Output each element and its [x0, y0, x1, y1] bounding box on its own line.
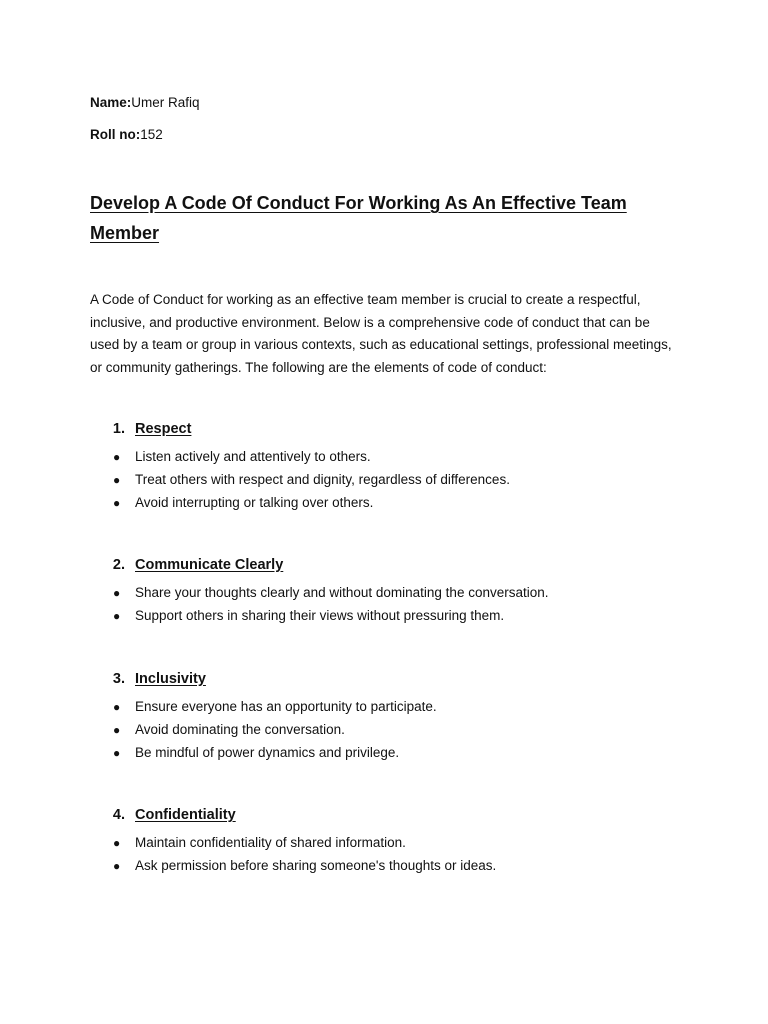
- bullet-list: [90, 445, 690, 514]
- bullet-icon: ●: [113, 723, 121, 737]
- section-heading: [90, 671, 690, 695]
- name-label: Name:: [90, 95, 132, 110]
- section-respect: [90, 421, 690, 514]
- list-item: ● Ensure everyone has an opportunity to participate.: [90, 695, 690, 718]
- section-number: 4.: [112, 807, 125, 823]
- section-heading: [90, 557, 690, 581]
- section-heading: [90, 421, 690, 445]
- intro-paragraph: A Code of Conduct for working as an effective team member is crucial to create a respectful, inclusive, and productive environment. Below is a comprehensive code of conduct that can be used by a team or group in various contexts, such as educational settings, professional meetings, or community gatherings. The following are the elements of code of conduct:: [90, 292, 672, 375]
- list-item: ● Be mindful of power dynamics and privilege.: [90, 741, 690, 764]
- list-item: ● Avoid dominating the conversation.: [90, 718, 690, 741]
- bullet-icon: ●: [113, 496, 121, 510]
- section-number: 3.: [112, 671, 125, 687]
- roll-number-line: [90, 126, 163, 144]
- section-number: 1.: [112, 421, 125, 437]
- section-heading: [90, 807, 690, 831]
- list-item: ● Support others in sharing their views without pressuring them.: [90, 604, 690, 627]
- student-name-line: [90, 94, 200, 112]
- roll-value: 152: [140, 127, 163, 142]
- section-title: Inclusivity: [135, 671, 206, 687]
- list-item: ● Listen actively and attentively to others.: [90, 445, 690, 468]
- section-title: Confidentiality: [135, 807, 236, 823]
- bullet-icon: ●: [113, 609, 121, 623]
- section-confidentiality: [90, 807, 690, 877]
- list-item: ● Maintain confidentiality of shared information.: [90, 831, 690, 854]
- list-item: ● Ask permission before sharing someone's thoughts or ideas.: [90, 854, 690, 877]
- bullet-list: [90, 695, 690, 764]
- name-value: Umer Rafiq: [131, 95, 200, 110]
- bullet-list: [90, 581, 690, 627]
- list-item: ● Avoid interrupting or talking over others.: [90, 491, 690, 514]
- list-item: ● Share your thoughts clearly and without dominating the conversation.: [90, 581, 690, 604]
- section-inclusivity: [90, 671, 690, 764]
- bullet-icon: ●: [113, 473, 121, 487]
- section-number: 2.: [112, 557, 125, 573]
- list-item: ● Treat others with respect and dignity, regardless of differences.: [90, 468, 690, 491]
- bullet-list: [90, 831, 690, 877]
- section-title: Respect: [135, 421, 192, 437]
- roll-label: Roll no:: [90, 127, 141, 142]
- bullet-icon: ●: [113, 700, 121, 714]
- document-title: Develop A Code Of Conduct For Working As An Effective Team Member: [90, 193, 627, 243]
- bullet-icon: ●: [113, 746, 121, 760]
- section-title: Communicate Clearly: [135, 557, 284, 573]
- bullet-icon: ●: [113, 859, 121, 873]
- bullet-icon: ●: [113, 450, 121, 464]
- section-communicate-clearly: [90, 557, 690, 627]
- bullet-icon: ●: [113, 586, 121, 600]
- bullet-icon: ●: [113, 836, 121, 850]
